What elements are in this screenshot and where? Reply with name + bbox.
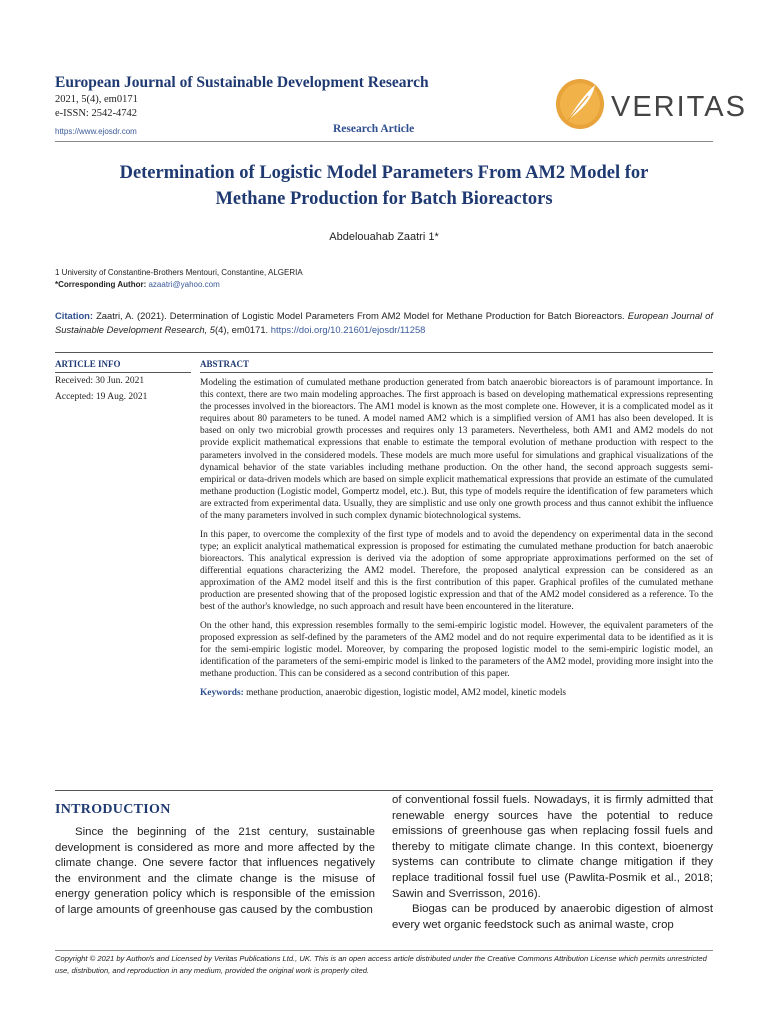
paper-title <box>55 160 713 212</box>
intro-paragraph: Biogas can be produced by anaerobic digestion of almost every wet organic feedstock such as animal waste, crop <box>392 903 713 931</box>
citation-volume: 5 <box>209 324 215 335</box>
citation <box>55 309 713 337</box>
abstract-paragraph: In this paper, to overcome the complexity of the first type of models and to avoid the dependency on experimental data in the second type; an explicit analytical mathematical expression is proposed for estimating the cumulated methane production for batch anaerobic bioreactors. This analytical expression is derived via the adoption of some appropriate approximations performed on the set of differential equations characterizing the AM2 model. Therefore, the proposed analytical expression can be considered as an approximation of the AM2 model itself and this is the first contribution of this paper. Graphical profiles of the cumulated methane production are presented showing that of the proposed logistic expression and that of the AM2 model considered as a reference. To the best of the author's knowledge, no such approach and result have been encountered in the literature. <box>200 529 713 613</box>
affiliation: 1 University of Constantine-Brothers Mentouri, Constantine, ALGERIA <box>55 268 303 277</box>
introduction-heading: INTRODUCTION <box>55 802 171 817</box>
intro-paragraph: of conventional fossil fuels. Nowadays, it is firmly admitted that renewable energy sources have the potential to reduce emissions of greenhouse gas when replacing fossil fuels and thereby to mitigate climate change. In this context, bioenergy systems can contribute to climate change mitigation if they replace traditional fossil fuel use (Pawlita-Posmik et al., 2018; Sawin and Sverrisson, 2016). <box>392 794 713 900</box>
corresponding-author <box>55 280 220 289</box>
abstract-paragraph: Modeling the estimation of cumulated methane production generated from batch anaerobic bioreactors is of paramount importance. In this context, there are two main modeling approaches. The first approach is based on developing mathematical expressions representing the processes involved in the bioreactors. The AM1 model is known as the most complete one. However, it is a complicated model as it requires about 80 parameters to be tuned. A model named AM2 which is a simplified version of AM1 has also been developed. It is based on only two microbial growth processes and requires only 13 parameters. Nevertheless, both AM1 and AM2 models do not provide explicit mathematical expressions that enable to estimate the temporal evolution of methane production with respect to the parameters involved in the considered models. These models are much more useful for simulations and graphical visualizations of the dynamical behavior of the state variables including methane production. On the other hand, the second approach suggests semi-empirical or data-driven models which are based on simple explicit mathematical expressions that provide an estimate of the cumulated methane production (Logistic model, Gompertz model, etc.). But, this type of models require the identification of few parameters which are extracted from experimental data. Usually, they are simplistic and use only one growth process and thus cannot exhibit the influence of the many parameters involved in such complex dynamic biotechnological systems. <box>200 378 713 522</box>
article-type: Research Article <box>333 123 415 135</box>
title-line-1: Determination of Logistic Model Parameters From AM2 Model for <box>119 163 649 183</box>
feather-icon <box>553 76 747 132</box>
abstract-body <box>200 377 713 705</box>
header-rule <box>55 141 713 142</box>
intro-right-column <box>392 793 713 933</box>
title-line-2: Methane Production for Batch Bioreactors <box>215 189 553 209</box>
divider-top <box>55 352 713 353</box>
issn: e-ISSN: 2542-4742 <box>55 108 137 119</box>
received-date: Received: 30 Jun. 2021 <box>55 376 145 386</box>
citation-journal: European Journal of Sustainable Development Research, <box>55 310 713 335</box>
logo-text: VERITAS <box>611 91 747 123</box>
abstract-paragraph: On the other hand, this expression resembles formally to the semi-empiric logistic model. However, the equivalent parameters of the proposed expression as self-defined by the parameters of the AM2 model and do not require experimental data to be identified as it is for the semi-empiric logistic model. Moreover, by comparing the proposed logistic model to the semi-empiric logistic model, an identification of the parameters of the semi-empiric model is linked to the parameters of the AM2 model, providing more insight into the methane production. This can be considered as a second contribution of this paper. <box>200 620 713 680</box>
citation-doi[interactable]: https://doi.org/10.21601/ejosdr/11258 <box>270 324 426 335</box>
citation-text: Zaatri, A. (2021). Determination of Logistic Model Parameters From AM2 Model for Methane Production for Batch Bioreactors. <box>96 310 625 321</box>
citation-issue: (4), em0171. <box>215 324 269 335</box>
abstract-heading: ABSTRACT <box>200 359 250 369</box>
article-info-heading: ARTICLE INFO <box>55 359 121 369</box>
corresponding-email[interactable]: azaatri@yahoo.com <box>148 280 220 289</box>
volume-info: 2021, 5(4), em0171 <box>55 94 138 105</box>
accepted-date: Accepted: 19 Aug. 2021 <box>55 392 148 402</box>
corresponding-label: *Corresponding Author: <box>55 280 147 289</box>
footer-rule <box>55 950 713 951</box>
divider-bottom <box>55 790 713 791</box>
divider-info <box>55 372 191 373</box>
journal-name: European Journal of Sustainable Development Research <box>55 74 429 91</box>
author-name: Abdelouahab Zaatri 1* <box>329 231 439 243</box>
copyright-footer: Copyright © 2021 by Author/s and Licensed by Veritas Publications Ltd., UK. This is an open access article distributed under the Creative Commons Attribution License which permits unrestricted use, distribution, and reproduction in any medium, provided the original work is properly cited. <box>55 954 707 975</box>
divider-abstract <box>200 372 713 373</box>
keywords-label: Keywords: <box>200 687 244 698</box>
veritas-logo <box>553 76 747 132</box>
citation-label: Citation: <box>55 310 94 321</box>
intro-paragraph: Since the beginning of the 21st century, sustainable development is considered as more and more affected by the climate change. One severe factor that influences negatively the environment and the climate change is the misuse of energy generation policy which is responsible of the emission of large amounts of greenhouse gas caused by the combustion <box>55 826 375 916</box>
keywords <box>200 687 713 699</box>
keywords-list: methane production, anaerobic digestion, logistic model, AM2 model, kinetic models <box>246 687 567 698</box>
intro-left-column <box>55 825 375 919</box>
journal-url[interactable]: https://www.ejosdr.com <box>55 127 137 136</box>
